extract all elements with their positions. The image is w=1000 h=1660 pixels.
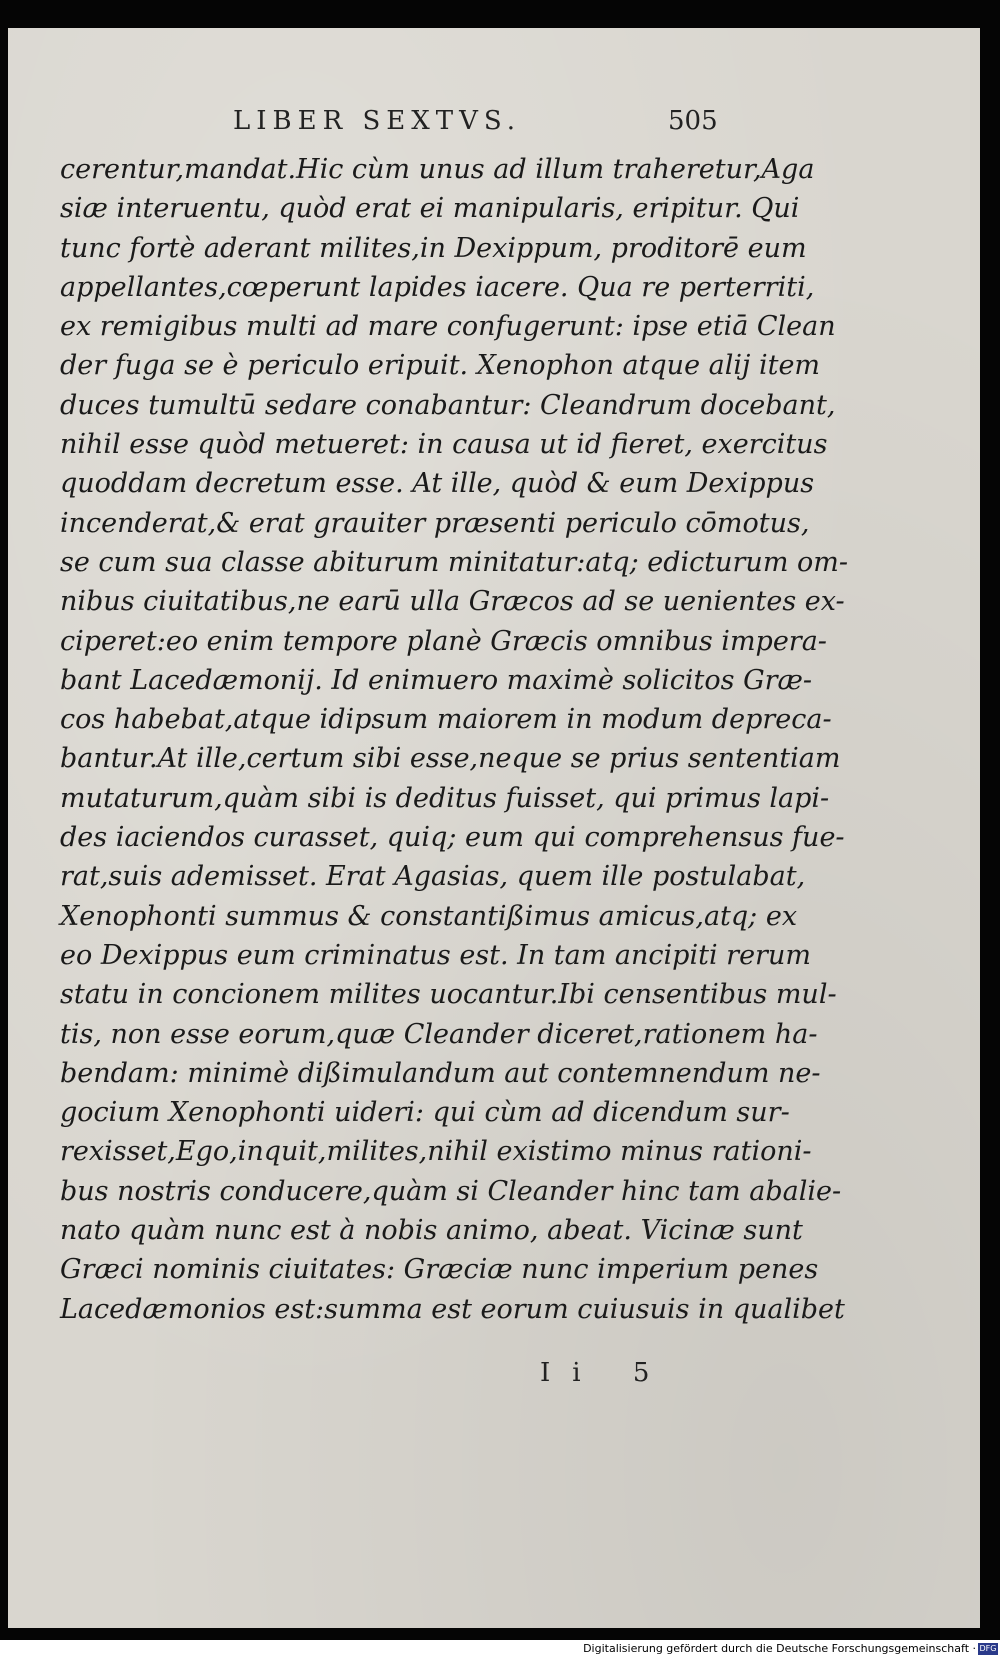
text-line: statu in concionem milites uocantur.Ibi censentibus mul- [60,979,837,1011]
text-line: Xenophonti summus & constantißimus amicus,atq; ex [60,900,798,932]
text-line: des iaciendos curasset, quiq; eum qui comprehensus fue- [60,822,845,854]
text-line: der fuga se è periculo eripuit. Xenophon atque alij item [60,350,821,382]
signature-mark: Ii 5 [540,1358,672,1388]
text-line: bendam: minimè dißimulandum aut contemnendum ne- [60,1057,821,1089]
text-line: ex remigibus multi ad mare confugerunt: ipse etiā Clean [60,311,836,343]
text-line: bant Lacedæmonij. Id enimuero maximè solicitos Græ- [60,664,813,696]
text-line: incenderat,& erat grauiter præsenti periculo cōmotus, [60,507,810,539]
text-line: bus nostris conducere,quàm si Cleander hinc tam abalie- [60,1175,842,1207]
text-line: appellantes,cœperunt lapides iacere. Qua re perterriti, [60,271,815,303]
text-line: rexisset,Ego,inquit,milites,nihil existimo minus rationi- [60,1136,812,1168]
text-line: gocium Xenophonti uideri: qui cùm ad dicendum sur- [60,1097,790,1129]
page-header [8,100,980,150]
text-line: ciperet:eo enim tempore planè Græcis omnibus impera- [60,625,827,657]
text-line: nato quàm nunc est à nobis animo, abeat. Vicinæ sunt [60,1215,803,1247]
page-number: 505 [668,106,718,136]
text-line: siæ interuentu, quòd erat ei manipularis, eripitur. Qui [60,193,800,225]
text-line: tis, non esse eorum,quæ Cleander diceret,rationem ha- [60,1018,818,1050]
text-line: nihil esse quòd metueret: in causa ut id fieret, exercitus [60,429,828,461]
text-line: Græci nominis ciuitates: Græciæ nunc imperium penes [60,1254,819,1286]
text-line: eo Dexippus eum criminatus est. In tam ancipiti rerum [60,939,811,971]
text-line: se cum sua classe abiturum minitatur:atq; edicturum om- [60,546,848,578]
dfg-logo-icon: DFG [979,1644,997,1653]
digitization-footer [0,1640,1000,1660]
text-line: Lacedæmonios est:summa est eorum cuiusuis in qualibet [60,1293,845,1325]
running-title: LIBER SEXTVS. [233,106,522,136]
text-line: mutaturum,quàm sibi is deditus fuisset, qui primus lapi- [60,782,830,814]
body-text [60,150,848,1329]
text-line: duces tumultū sedare conabantur: Cleandrum docebant, [60,389,836,421]
text-line: rat,suis ademisset. Erat Agasias, quem ille postulabat, [60,861,806,893]
text-line: cerentur,mandat.Hic cùm unus ad illum traheretur,Aga [60,154,815,185]
text-line: cos habebat,atque idipsum maiorem in modum depreca- [60,704,832,736]
text-line: nibus ciuitatibus,ne earū ulla Græcos ad se uenientes ex- [60,586,845,618]
funding-credit: Digitalisierung gefördert durch die Deutsche Forschungsgemeinschaft · [583,1642,976,1655]
text-line: bantur.At ille,certum sibi esse,neque se prius sententiam [60,743,841,775]
book-page [8,28,980,1628]
text-line: quoddam decretum esse. At ille, quòd & eum Dexippus [60,468,815,500]
text-line: tunc fortè aderant milites,in Dexippum, proditorē eum [60,232,807,264]
